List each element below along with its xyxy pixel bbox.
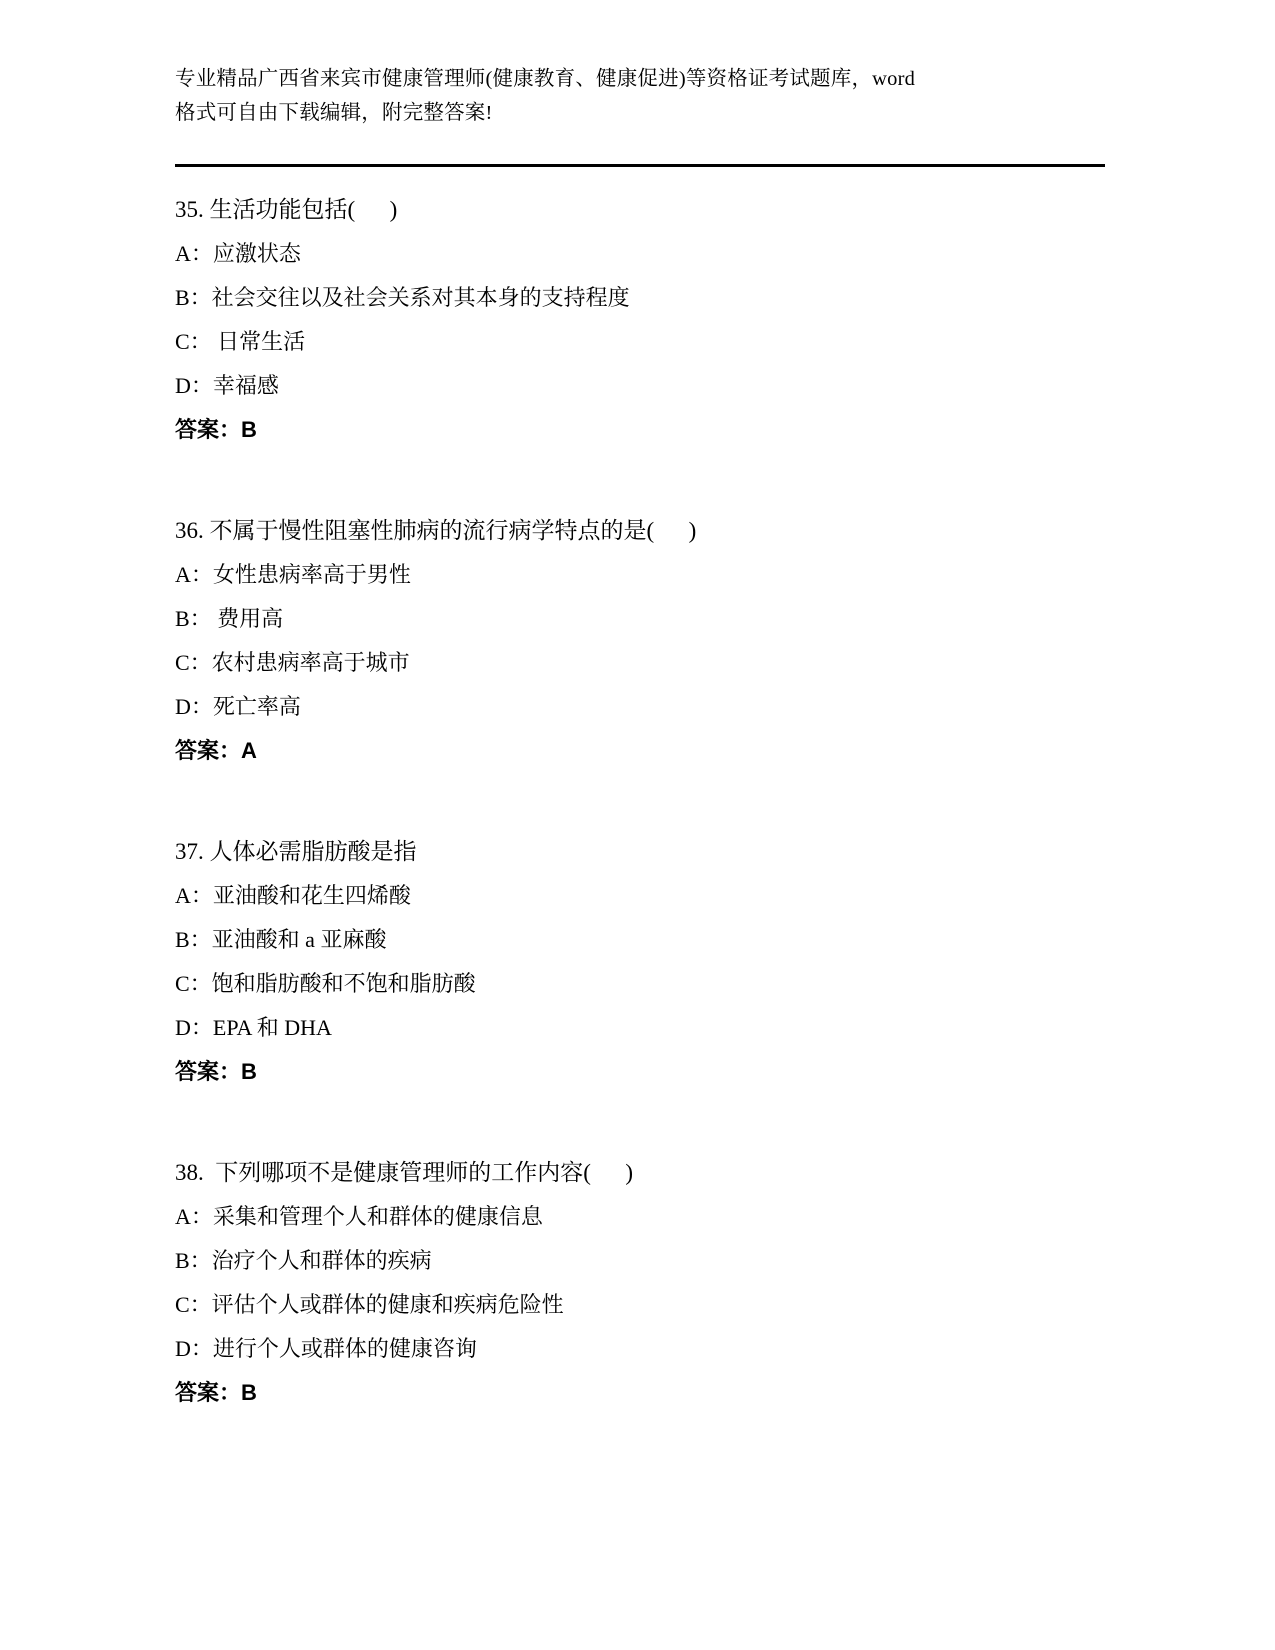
question-option: D：进行个人或群体的健康咨询 <box>175 1336 477 1361</box>
questions-list <box>175 167 1105 1415</box>
question-option: B：亚油酸和 a 亚麻酸 <box>175 927 387 952</box>
question-stem: 36. 不属于慢性阻塞性肺病的流行病学特点的是( ) <box>175 518 697 543</box>
question-block <box>175 508 1105 773</box>
question-option: A：女性患病率高于男性 <box>175 562 411 587</box>
question-option: A：亚油酸和花生四烯酸 <box>175 883 411 908</box>
question-option: A：应激状态 <box>175 241 301 266</box>
header-line-2: 格式可自由下载编辑，附完整答案! <box>175 102 493 124</box>
question-block <box>175 187 1105 452</box>
answer-label: 答案： <box>175 417 242 442</box>
answer-value: B <box>241 1059 257 1084</box>
question-answer <box>175 729 1105 773</box>
question-stem: 35. 生活功能包括( ) <box>175 197 398 222</box>
question-answer <box>175 1050 1105 1094</box>
question-block <box>175 1150 1105 1415</box>
question-option: D：EPA 和 DHA <box>175 1015 332 1040</box>
page-header <box>175 0 1105 130</box>
answer-label: 答案： <box>175 738 242 763</box>
answer-value: B <box>241 417 257 442</box>
answer-value: A <box>241 738 257 763</box>
question-option: D：死亡率高 <box>175 694 301 719</box>
question-option: B：社会交往以及社会关系对其本身的支持程度 <box>175 285 630 310</box>
header-line-1: 专业精品广西省来宾市健康管理师(健康教育、健康促进)等资格证考试题库，word <box>175 68 916 90</box>
question-option: C： 日常生活 <box>175 329 306 354</box>
question-answer <box>175 408 1105 452</box>
question-stem: 38. 下列哪项不是健康管理师的工作内容( ) <box>175 1160 634 1185</box>
question-answer <box>175 1371 1105 1415</box>
question-option: C：饱和脂肪酸和不饱和脂肪酸 <box>175 971 476 996</box>
answer-label: 答案： <box>175 1380 242 1405</box>
question-option: D：幸福感 <box>175 373 279 398</box>
answer-value: B <box>241 1380 257 1405</box>
question-option: C：农村患病率高于城市 <box>175 650 410 675</box>
question-block <box>175 829 1105 1094</box>
answer-label: 答案： <box>175 1059 242 1084</box>
question-option: C：评估个人或群体的健康和疾病危险性 <box>175 1292 564 1317</box>
question-stem: 37. 人体必需脂肪酸是指 <box>175 839 417 864</box>
question-option: B：治疗个人和群体的疾病 <box>175 1248 432 1273</box>
question-option: B： 费用高 <box>175 606 284 631</box>
question-option: A：采集和管理个人和群体的健康信息 <box>175 1204 543 1229</box>
